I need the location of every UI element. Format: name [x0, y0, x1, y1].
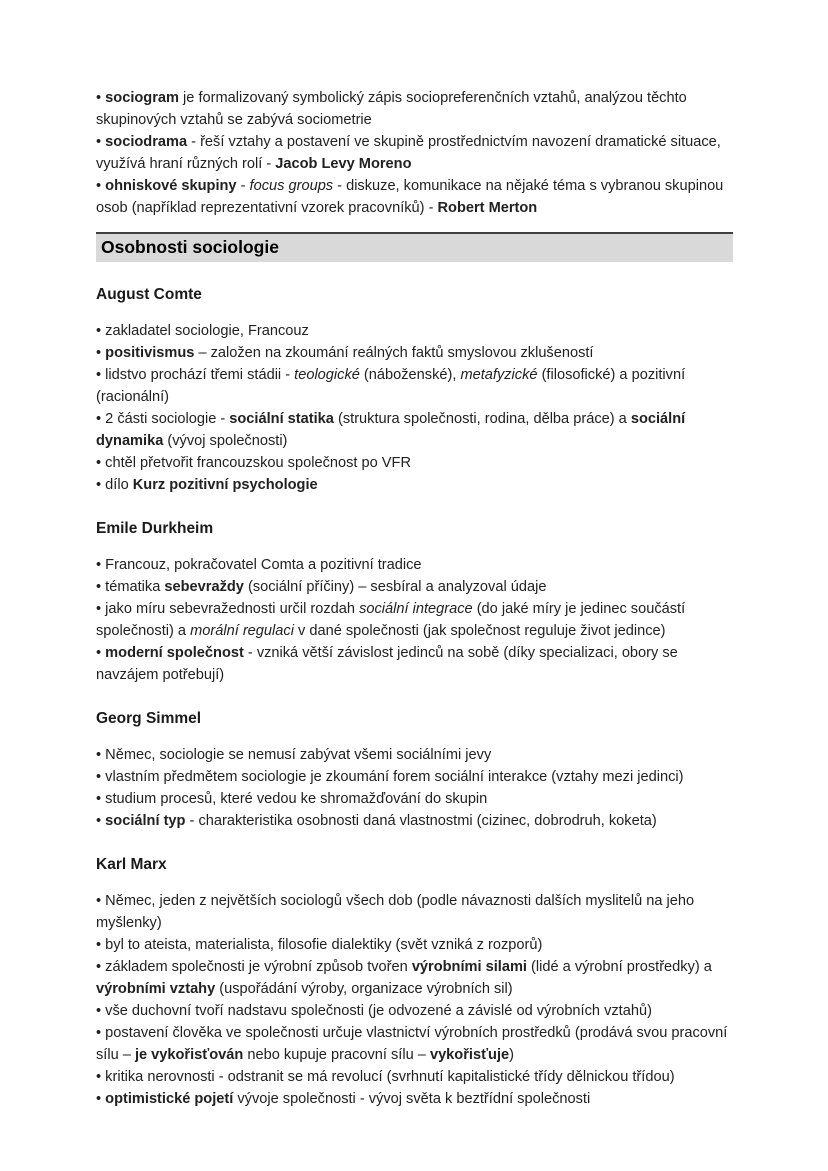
bullet-dot: •	[96, 937, 106, 953]
bullet-dot: •	[96, 1025, 106, 1041]
text-segment: - řeší vztahy a postavení ve skupině prostřednictvím navození dramatické situace, využívá hraní různých rolí -	[96, 134, 721, 172]
bullet-item	[96, 1066, 733, 1088]
bullet-item	[96, 956, 733, 1000]
text-segment: sociální statika	[229, 411, 334, 427]
text-segment: 2 části sociologie -	[105, 411, 230, 427]
text-segment: (do jaké míry je jedinec součástí společnosti) a	[96, 601, 686, 639]
bullet-item	[96, 810, 733, 832]
bullet-item	[96, 934, 733, 956]
text-segment: výrobními silami	[411, 959, 527, 975]
text-segment: Robert Merton	[437, 200, 538, 216]
bullet-dot: •	[96, 477, 106, 493]
text-segment: moderní společnost	[105, 645, 244, 661]
text-segment: (lidé a výrobní prostředky) a	[526, 959, 712, 975]
bullet-item	[96, 320, 733, 342]
text-segment: (filosofické) a pozitivní (racionální)	[96, 367, 686, 405]
person-bullet-list	[96, 744, 733, 832]
bullet-item	[96, 452, 733, 474]
text-segment: sociální integrace	[359, 601, 473, 617]
bullet-item	[96, 1000, 733, 1022]
bullet-item	[96, 642, 733, 686]
bullet-dot: •	[96, 645, 106, 661]
text-segment: Jacob Levy Moreno	[275, 156, 412, 172]
text-segment: výrobními vztahy	[96, 981, 216, 997]
text-segment: (náboženské),	[359, 367, 461, 383]
bullet-dot: •	[96, 747, 106, 763]
person-bullet-list	[96, 320, 733, 496]
bullet-dot: •	[96, 1091, 106, 1107]
bullet-item	[96, 342, 733, 364]
bullet-dot: •	[96, 959, 106, 975]
text-segment: vše duchovní tvoří nadstavu společnosti (je odvozené a závislé od výrobních vztahů)	[105, 1003, 652, 1019]
text-segment: sociální typ	[105, 813, 186, 829]
bullet-dot: •	[96, 601, 106, 617]
text-segment: positivismus	[105, 345, 195, 361]
text-segment: - vzniká větší závislost jedinců na sobě (díky specializaci, obory se navzájem potřebují)	[96, 645, 678, 683]
bullet-dot: •	[96, 1069, 106, 1085]
bullet-item	[96, 766, 733, 788]
bullet-item	[96, 788, 733, 810]
text-segment: - charakteristika osobnosti daná vlastnostmi (cizinec, dobrodruh, koketa)	[185, 813, 657, 829]
text-segment: sociodrama	[105, 134, 188, 150]
text-segment: dílo	[105, 477, 133, 493]
text-segment: Kurz pozitivní psychologie	[132, 477, 318, 493]
text-segment: základem společnosti je výrobní způsob tvořen	[105, 959, 412, 975]
bullet-item	[96, 890, 733, 934]
text-segment: chtěl přetvořit francouzskou společnost po VFR	[105, 455, 411, 471]
text-segment: (sociální příčiny) – sesbíral a analyzoval údaje	[243, 579, 547, 595]
text-segment: sebevraždy	[164, 579, 244, 595]
person-heading: Georg Simmel	[96, 710, 202, 727]
text-segment: nebo kupuje pracovní sílu –	[243, 1047, 430, 1063]
person-heading: Emile Durkheim	[96, 520, 214, 537]
text-segment: vykořisťuje	[429, 1047, 510, 1063]
text-segment: kritika nerovnosti - odstranit se má revolucí (svrhnutí kapitalistické třídy dělnickou třídou)	[105, 1069, 675, 1085]
text-segment: (uspořádání výroby, organizace výrobních sil)	[215, 981, 513, 997]
text-segment: – založen na zkoumání reálných faktů smyslovou zklušeností	[194, 345, 594, 361]
text-segment: tématika	[105, 579, 165, 595]
bullet-item	[96, 364, 733, 408]
bullet-dot: •	[96, 178, 106, 194]
bullet-dot: •	[96, 813, 106, 829]
person-heading: August Comte	[96, 286, 202, 303]
bullet-dot: •	[96, 411, 106, 427]
text-segment: postavení člověka ve společnosti určuje vlastnictví výrobních prostředků (prodává svou pracovní sílu –	[96, 1025, 728, 1063]
bullet-dot: •	[96, 1003, 106, 1019]
bullet-item	[96, 408, 733, 452]
text-segment: morální regulaci	[190, 623, 294, 639]
bullet-item	[96, 598, 733, 642]
text-segment: je formalizovaný symbolický zápis sociopreferenčních vztahů, analýzou těchto skupinových vztahů se zabývá sociometrie	[96, 90, 687, 128]
bullet-dot: •	[96, 90, 106, 106]
section-header: Osobnosti sociologie	[96, 232, 733, 262]
bullet-item	[96, 1022, 733, 1066]
bullet-dot: •	[96, 455, 106, 471]
text-segment: - diskuze, komunikace na nějaké téma s vybranou skupinou osob (například reprezentativní vzorek pracovníků) -	[96, 178, 724, 216]
text-segment: vývoje společnosti - vývoj světa k beztřídní společnosti	[233, 1091, 591, 1107]
text-segment: zakladatel sociologie, Francouz	[105, 323, 309, 339]
text-segment: jako míru sebevražednosti určil rozdah	[105, 601, 360, 617]
text-segment: sociogram	[105, 90, 179, 106]
bullet-item	[96, 1088, 733, 1110]
text-segment: (struktura společnosti, rodina, dělba práce) a	[333, 411, 631, 427]
person-heading: Karl Marx	[96, 856, 167, 873]
people-sections	[96, 285, 733, 1110]
text-segment: -	[236, 178, 250, 194]
text-segment: v dané společnosti (jak společnost reguluje život jedince)	[293, 623, 666, 639]
text-segment: vlastním předmětem sociologie je zkoumání forem sociální interakce (vztahy mezi jedinci)	[105, 769, 684, 785]
text-segment: je vykořisťován	[134, 1047, 244, 1063]
text-segment: studium procesů, které vedou ke shromažďování do skupin	[105, 791, 488, 807]
text-segment: Němec, jeden z největších sociologů všech dob (podle návaznosti dalších myslitelů na jeho myšlenky)	[96, 893, 695, 931]
bullet-dot: •	[96, 345, 106, 361]
text-segment: metafyzické	[460, 367, 538, 383]
bullet-dot: •	[96, 769, 106, 785]
text-segment: lidstvo prochází třemi stádii -	[105, 367, 295, 383]
text-segment: optimistické pojetí	[105, 1091, 234, 1107]
bullet-item	[96, 554, 733, 576]
bullet-dot: •	[96, 134, 106, 150]
bullet-item	[96, 744, 733, 766]
text-segment: (vývoj společnosti)	[163, 433, 288, 449]
text-segment: ohniskové skupiny	[105, 178, 237, 194]
person-bullet-list	[96, 890, 733, 1110]
bullet-dot: •	[96, 323, 106, 339]
text-segment: )	[509, 1047, 515, 1063]
text-segment: Francouz, pokračovatel Comta a pozitivní tradice	[105, 557, 422, 573]
intro-list	[96, 87, 733, 219]
bullet-dot: •	[96, 367, 106, 383]
bullet-dot: •	[96, 579, 106, 595]
bullet-dot: •	[96, 791, 106, 807]
bullet-item	[96, 131, 733, 175]
text-segment: Němec, sociologie se nemusí zabývat všemi sociálními jevy	[105, 747, 492, 763]
person-bullet-list	[96, 554, 733, 686]
bullet-item	[96, 175, 733, 219]
bullet-dot: •	[96, 557, 106, 573]
bullet-dot: •	[96, 893, 106, 909]
bullet-item	[96, 474, 733, 496]
bullet-item	[96, 87, 733, 131]
text-segment: teologické	[294, 367, 360, 383]
text-segment: sociální dynamika	[96, 411, 686, 449]
bullet-item	[96, 576, 733, 598]
text-segment: focus groups	[249, 178, 334, 194]
text-segment: byl to ateista, materialista, filosofie dialektiky (svět vzniká z rozporů)	[105, 937, 543, 953]
